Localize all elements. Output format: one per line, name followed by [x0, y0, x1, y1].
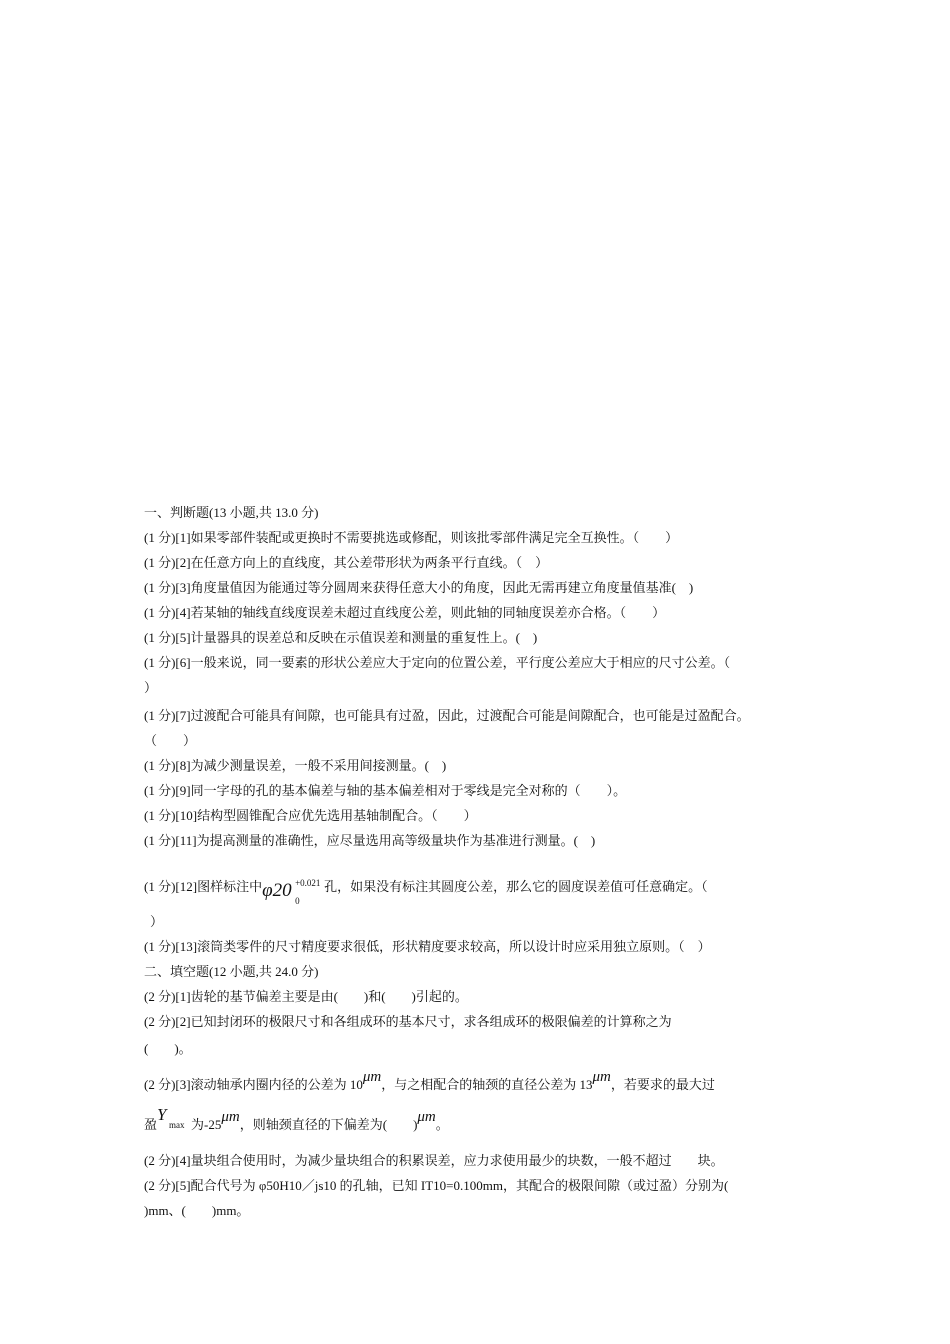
fill-1: (2 分)[1]齿轮的基节偏差主要是由( )和( )引起的。	[144, 989, 468, 1004]
question-13: (1 分)[13]滚筒类零件的尺寸精度要求很低，形状精度要求较高，所以设计时应采用独立原则。（ ）	[144, 939, 711, 954]
question-4: (1 分)[4]若某轴的轴线直线度误差未超过直线度公差，则此轴的同轴度误差亦合格。（ ）	[144, 605, 666, 620]
section-title-fill: 二、填空题(12 小题,共 24.0 分)	[144, 964, 319, 979]
question-2: (1 分)[2]在任意方向上的直线度，其公差带形状为两条平行直线。（ ）	[144, 555, 549, 570]
question-6: (1 分)[6]一般来说，同一要素的形状公差应大于定向的位置公差，平行度公差应大于相应的尺寸公差。（	[144, 655, 731, 670]
section-title-judgment: 一、判断题(13 小题,共 13.0 分)	[144, 505, 319, 520]
fill-4: (2 分)[4]量块组合使用时，为减少量块组合的积累误差，应力求使用最少的块数，一般不超过 块。	[144, 1153, 724, 1168]
fill-2-continuation: ( )。	[144, 1041, 192, 1056]
fill-5-continuation: )mm、( )mm。	[144, 1203, 250, 1218]
interference-symbol-subscript: max	[169, 1120, 185, 1130]
fill-3-part4: 盈	[144, 1117, 158, 1132]
question-7: (1 分)[7]过渡配合可能具有间隙，也可能具有过盈，因此，过渡配合可能是间隙配合，也可能是过盈配合。	[144, 708, 750, 723]
fill-3-continuation	[144, 1105, 814, 1145]
question-3: (1 分)[3]角度量值因为能通过等分圆周来获得任意大小的角度，因此无需再建立角度量值基准( )	[144, 580, 694, 595]
question-12-continuation	[144, 909, 814, 934]
question-5: (1 分)[5]计量器具的误差总和反映在示值误差和测量的重复性上。( )	[144, 630, 538, 645]
fill-2: (2 分)[2]已知封闭环的极限尺寸和各组成环的基本尺寸，求各组成环的极限偏差的计算称之为	[144, 1014, 672, 1029]
unit-micrometer-3: μm	[221, 1109, 240, 1125]
tolerance-notation	[262, 867, 324, 906]
question-7-continuation: （ ）	[144, 733, 197, 748]
fill-3	[144, 1065, 814, 1105]
lower-deviation: 0	[295, 896, 300, 906]
question-8: (1 分)[8]为减少测量误差，一般不采用间接测量。( )	[144, 758, 447, 773]
fill-3-part6: ，则轴颈直径的下偏差为( )	[239, 1117, 418, 1132]
question-12-prefix: (1 分)[12]图样标注中	[144, 879, 263, 894]
fill-3-part3: ，若要求的最大过	[610, 1077, 715, 1092]
question-6-continuation: ）	[144, 680, 158, 695]
fill-3-part1: (2 分)[3]滚动轴承内圈内径的公差为 10	[144, 1077, 363, 1092]
question-11: (1 分)[11]为提高测量的准确性，应尽量选用高等级量块作为基准进行测量。( )	[144, 833, 596, 848]
upper-deviation: +0.021	[295, 878, 321, 888]
interference-symbol	[157, 1105, 191, 1131]
exam-content	[144, 500, 814, 1223]
question-10: (1 分)[10]结构型圆锥配合应优先选用基轴制配合。（ ）	[144, 808, 477, 823]
tolerance-base: φ20	[262, 880, 292, 901]
fill-3-part2: ，与之相配合的轴颈的直径公差为 13	[381, 1077, 593, 1092]
unit-micrometer-4: μm	[417, 1109, 436, 1125]
fill-3-part7: 。	[435, 1117, 449, 1132]
question-9: (1 分)[9]同一字母的孔的基本偏差与轴的基本偏差相对于零线是完全对称的（ ）。	[144, 783, 627, 798]
fill-5: (2 分)[5]配合代号为 φ50H10／js10 的孔轴，已知 IT10=0.100mm，其配合的极限间隙（或过盈）分别为(	[144, 1178, 729, 1193]
question-12	[144, 865, 814, 909]
question-1: (1 分)[1]如果零部件装配或更换时不需要挑选或修配，则该批零部件满足完全互换性。（ ）	[144, 530, 679, 545]
fill-3-part5: 为-25	[191, 1117, 222, 1132]
unit-micrometer-1: μm	[362, 1069, 382, 1085]
interference-symbol-base: Y	[157, 1105, 167, 1124]
unit-micrometer-2: μm	[592, 1069, 611, 1085]
question-12-paren: ）	[150, 914, 164, 929]
question-12-suffix: 孔，如果没有标注其圆度公差，那么它的圆度误差值可任意确定。（	[324, 879, 708, 894]
